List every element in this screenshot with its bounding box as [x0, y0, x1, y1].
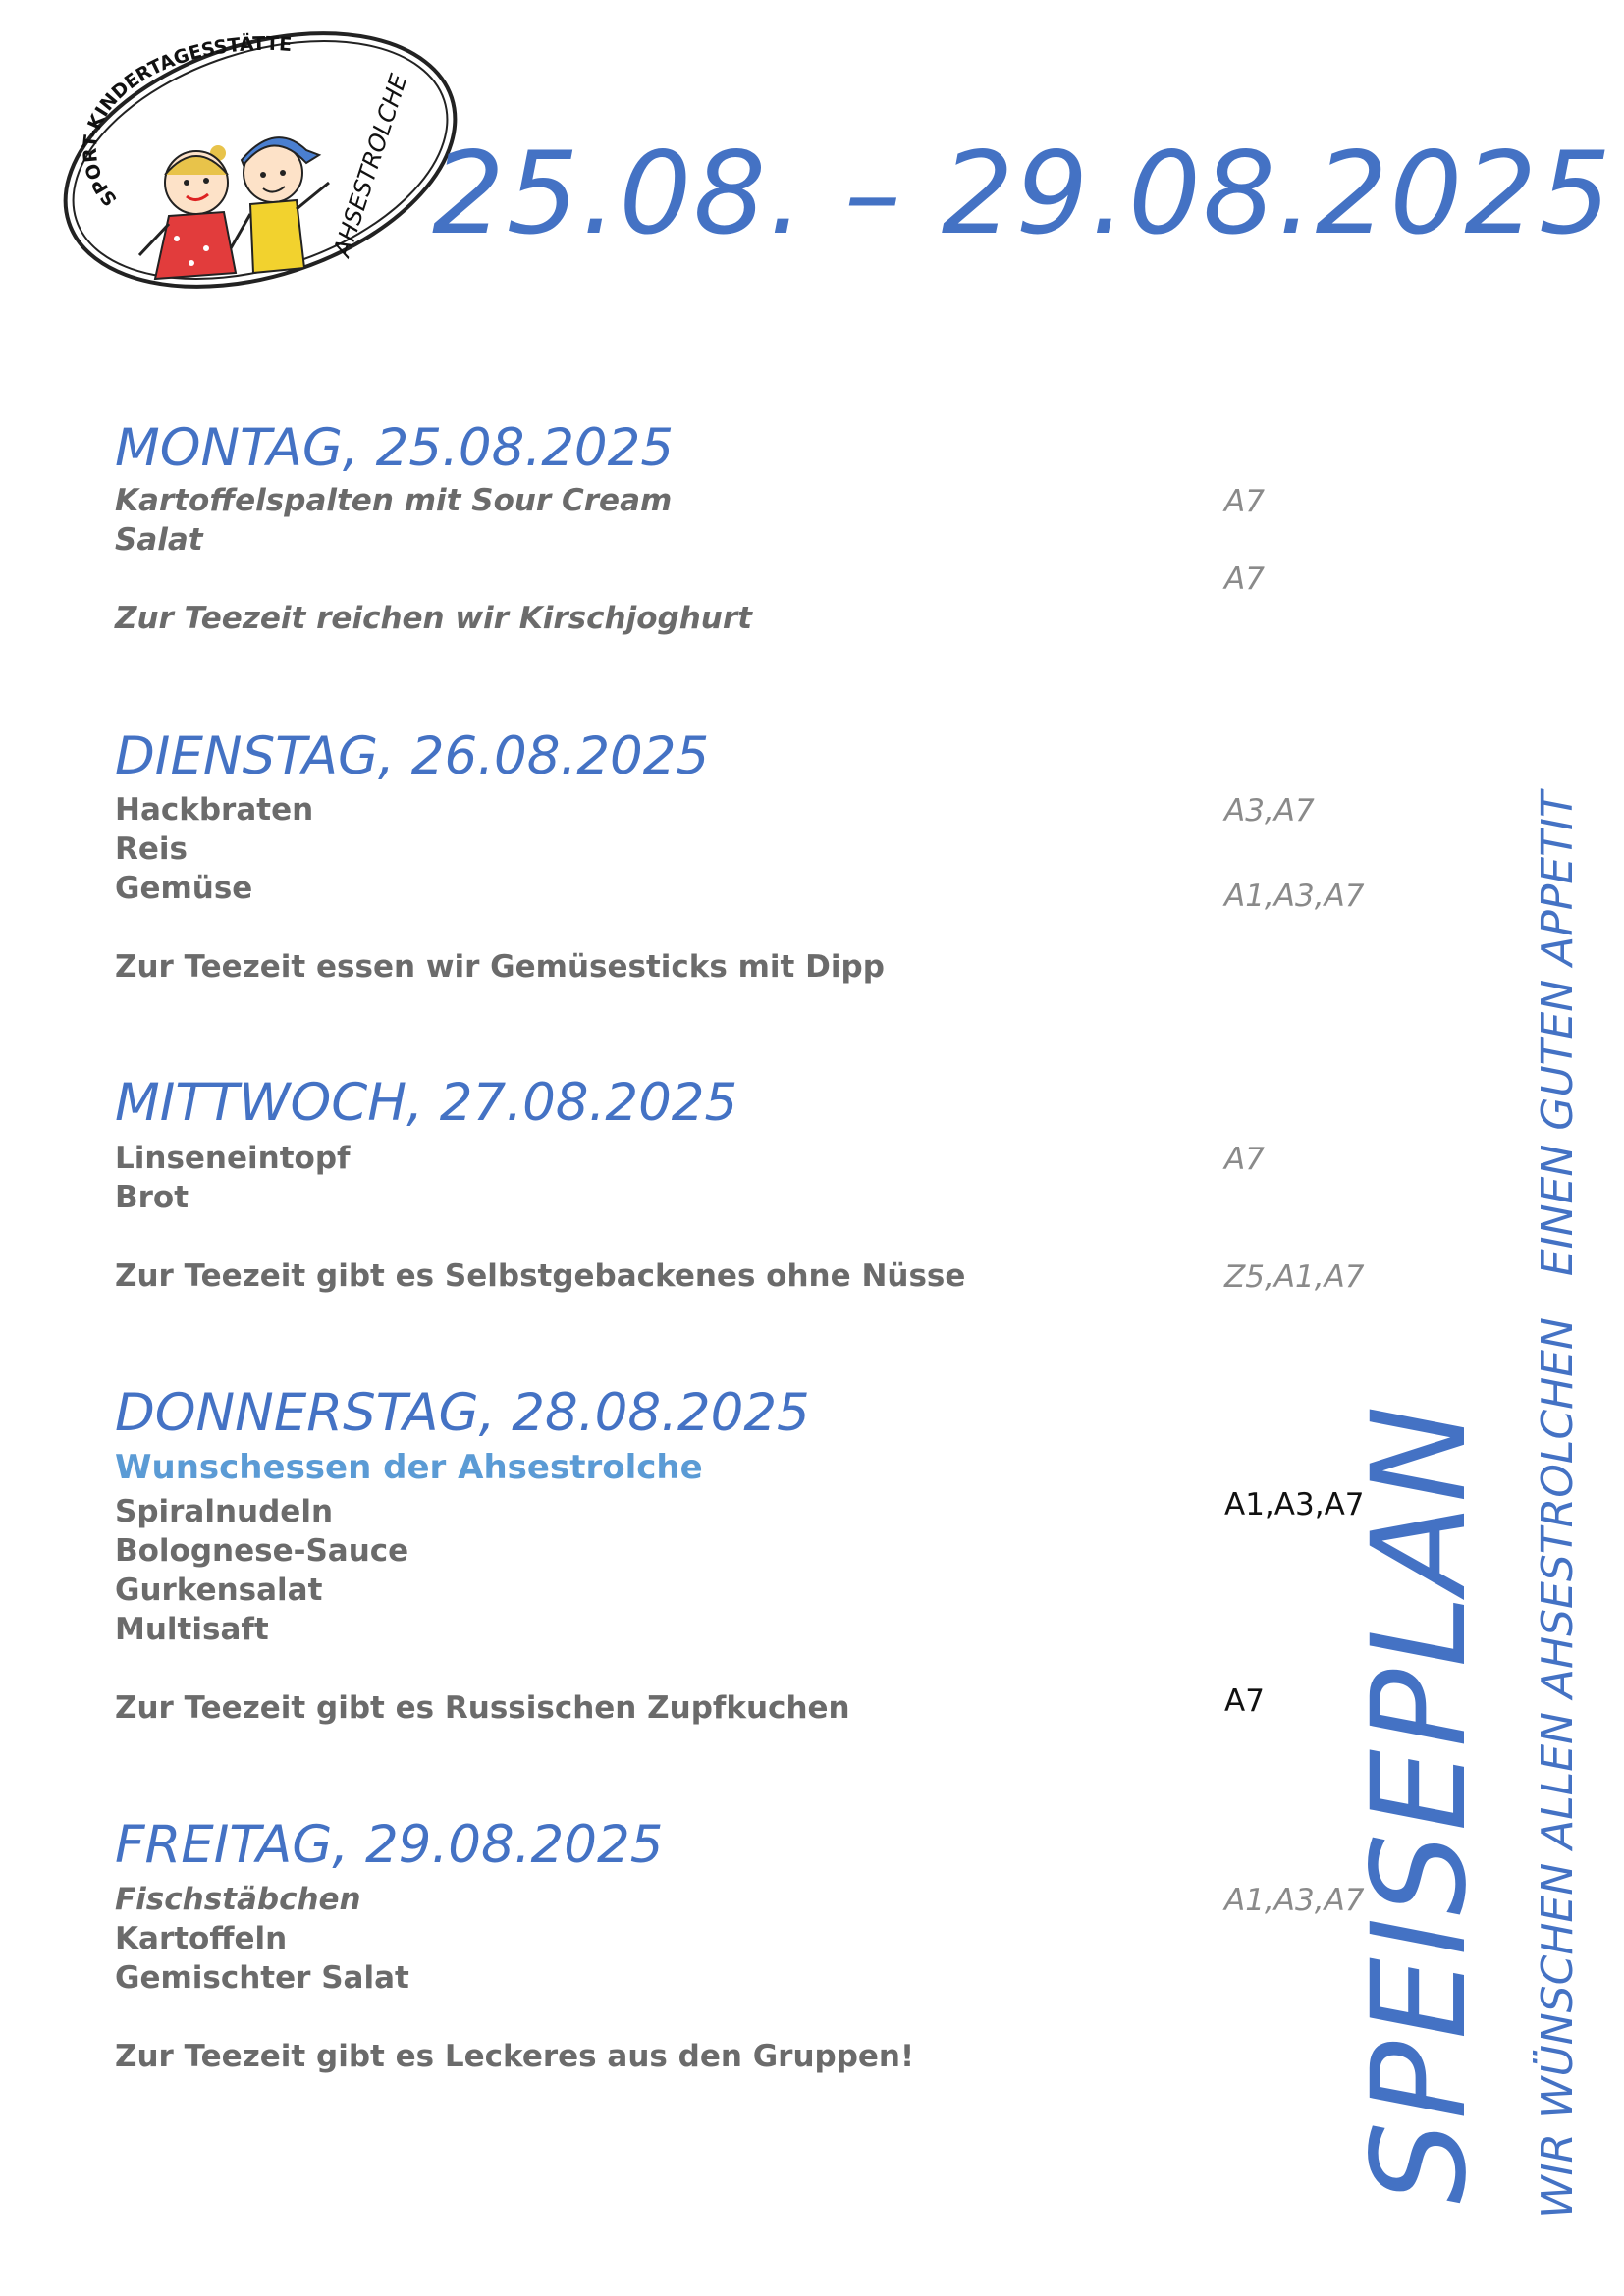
menu-item: Hackbraten [115, 792, 314, 828]
logo-side-text: AHSESTROLCHE [328, 71, 413, 260]
menu-item: Salat [115, 522, 203, 558]
day-heading-wednesday: MITTWOCH, 27.08.2025 [115, 1073, 738, 1133]
day-heading-monday: MONTAG, 25.08.2025 [115, 418, 675, 478]
teatime-item: Zur Teezeit gibt es Russischen Zupfkuchen [115, 1690, 850, 1726]
menu-item: Gurkensalat [115, 1573, 323, 1608]
menu-item: Kartoffelspalten mit Sour Cream [115, 483, 673, 518]
girl-figure [139, 145, 236, 279]
menu-item: Gemüse [115, 871, 253, 906]
day-heading-thursday: DONNERSTAG, 28.08.2025 [115, 1383, 810, 1443]
wish-meal-subtitle: Wunschessen der Ahsestrolche [115, 1448, 703, 1487]
teatime-item: Zur Teezeit reichen wir Kirschjoghurt [115, 601, 752, 636]
menu-item: Spiralnudeln [115, 1494, 334, 1529]
menu-item: Bolognese-Sauce [115, 1533, 409, 1569]
allergen-code: A1,A3,A7 [1224, 1487, 1365, 1522]
day-heading-friday: FREITAG, 29.08.2025 [115, 1815, 664, 1875]
allergen-code: A1,A3,A7 [1224, 1883, 1365, 1918]
teatime-item: Zur Teezeit essen wir Gemüsesticks mit Dipp [115, 949, 885, 985]
menu-item: Multisaft [115, 1612, 269, 1647]
allergen-code: A3,A7 [1224, 793, 1315, 828]
teatime-item: Zur Teezeit gibt es Leckeres aus den Gruppen! [115, 2039, 915, 2074]
menu-item: Reis [115, 831, 188, 867]
date-range-title: 25.08. – 29.08.2025 [432, 128, 1613, 260]
day-heading-tuesday: DIENSTAG, 26.08.2025 [115, 726, 710, 786]
boy-figure [231, 137, 329, 273]
kita-logo [49, 27, 471, 293]
menu-item: Kartoffeln [115, 1921, 288, 1956]
menu-item: Fischstäbchen [115, 1882, 361, 1917]
teatime-item: Zur Teezeit gibt es Selbstgebackenes ohne Nüsse [115, 1258, 966, 1294]
menu-item: Linseneintopf [115, 1141, 351, 1176]
allergen-code: A7 [1224, 1142, 1265, 1177]
allergen-code: A7 [1224, 561, 1265, 597]
menu-item: Brot [115, 1180, 189, 1215]
allergen-code: A1,A3,A7 [1224, 879, 1365, 914]
allergen-code: A7 [1224, 484, 1265, 519]
appetit-vertical-message: WIR WÜNSCHEN ALLEN AHSESTROLCHEN EINEN GUTEN APPETIT [1533, 791, 1583, 2218]
speiseplan-vertical-title: SPEISEPLAN [1344, 1403, 1495, 2204]
logo-arc-text: SPORT-KINDERTAGESSTÄTTE [79, 32, 293, 210]
allergen-code: Z5,A1,A7 [1224, 1259, 1365, 1295]
allergen-code: A7 [1224, 1683, 1265, 1719]
menu-item: Gemischter Salat [115, 1960, 409, 1996]
